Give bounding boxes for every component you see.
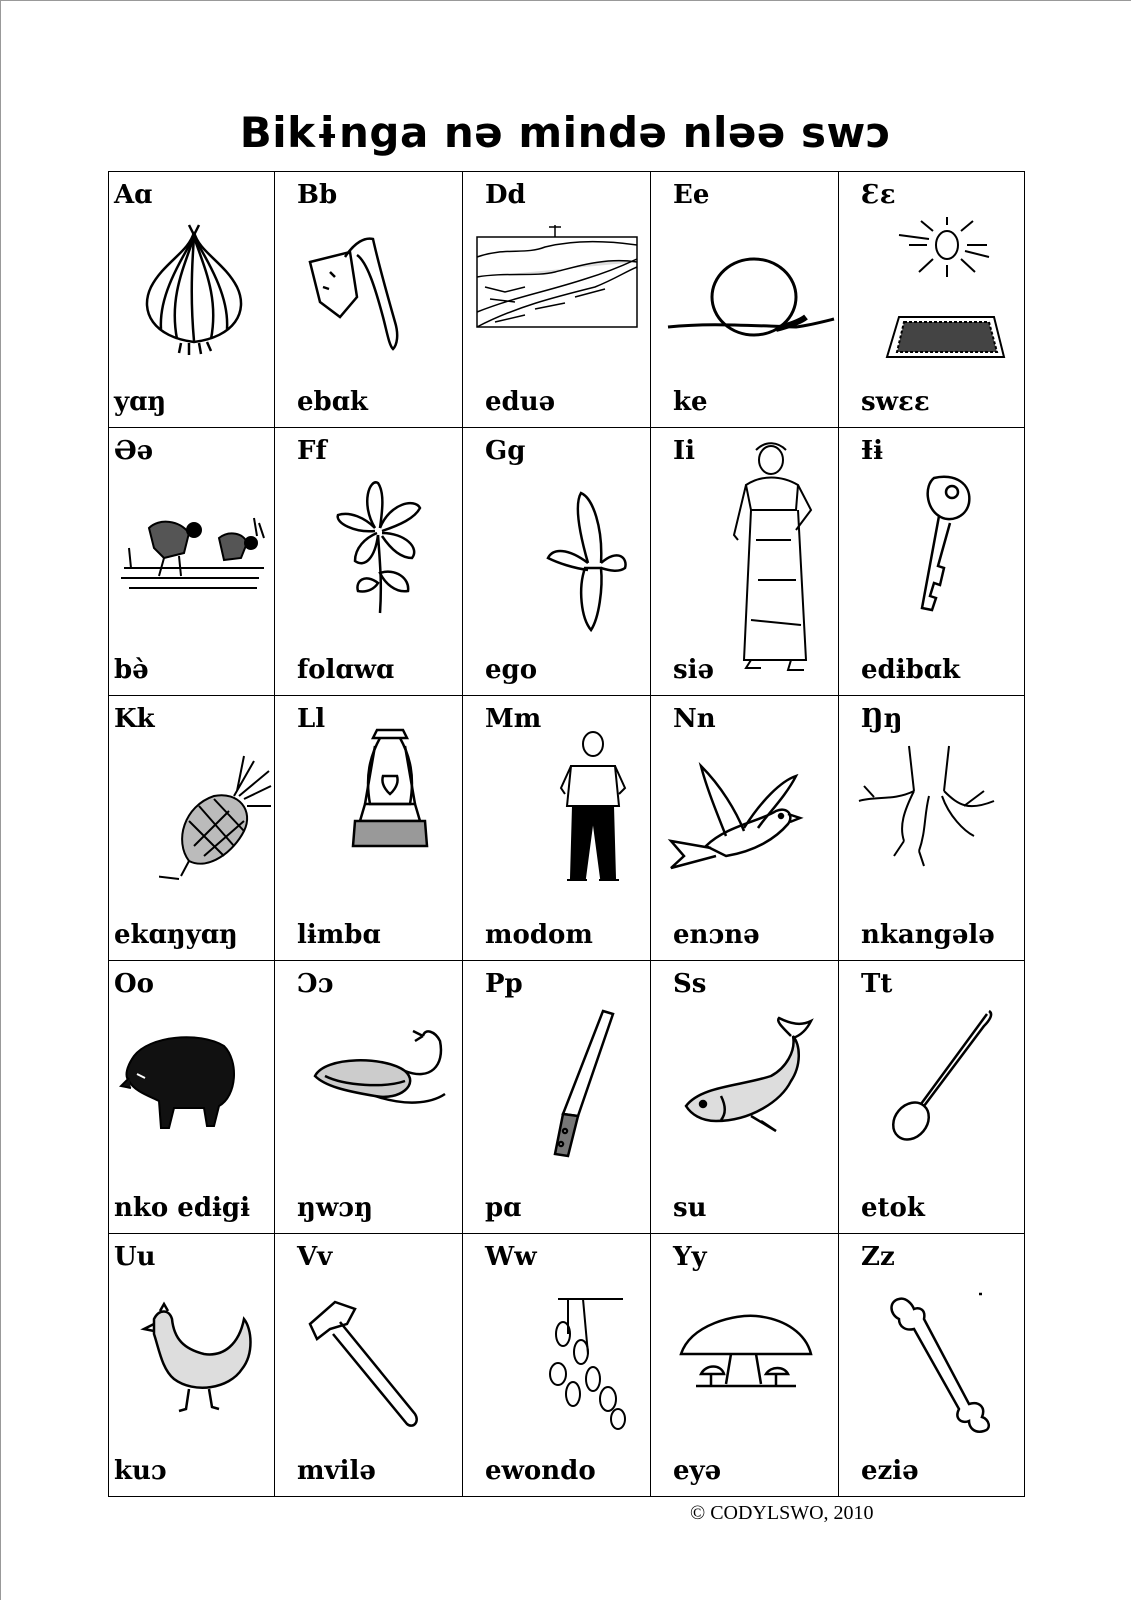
hen-icon xyxy=(134,1299,274,1449)
cell-word: swɛɛ xyxy=(861,387,930,417)
cell-word: ewondo xyxy=(485,1456,596,1486)
alphabet-cell xyxy=(463,696,651,961)
farmers-icon xyxy=(119,498,269,648)
boar-icon xyxy=(119,1016,269,1166)
alphabet-cell xyxy=(109,172,275,428)
alphabet-cell xyxy=(275,172,463,428)
alphabet-cell xyxy=(839,1234,1025,1497)
page-title: Bikɨnga nə mində nləə swɔ xyxy=(239,108,892,157)
spoon-icon xyxy=(879,1006,1009,1156)
cell-word: ego xyxy=(485,655,538,685)
alphabet-cell xyxy=(651,428,839,696)
cell-letter: Ii xyxy=(673,436,696,466)
cell-word: eduə xyxy=(485,387,556,417)
alphabet-cell xyxy=(109,1234,275,1497)
alphabet-cell xyxy=(109,696,275,961)
cell-letter: Bb xyxy=(297,180,338,210)
cell-word: eziə xyxy=(861,1456,919,1486)
cell-word: eyə xyxy=(673,1456,722,1486)
cell-letter: Nn xyxy=(673,704,716,734)
cell-letter: Ee xyxy=(673,180,710,210)
cell-letter: Ll xyxy=(297,704,326,734)
alphabet-cell xyxy=(651,696,839,961)
man-icon xyxy=(553,728,633,898)
alphabet-cell xyxy=(275,1234,463,1497)
alphabet-cell xyxy=(109,428,275,696)
machete-icon xyxy=(533,1006,633,1176)
cell-letter: Dd xyxy=(485,180,526,210)
hoe-icon xyxy=(295,217,445,367)
cell-word: ŋwɔŋ xyxy=(297,1193,374,1223)
cell-letter: Ww xyxy=(485,1242,537,1272)
pineapple-icon xyxy=(159,751,274,901)
alphabet-cell xyxy=(463,961,651,1234)
mushroom-icon xyxy=(676,1304,826,1454)
banana-icon xyxy=(533,488,643,638)
alphabet-cell xyxy=(651,172,839,428)
cell-letter: Kk xyxy=(114,704,155,734)
cell-word: lɨmbɑ xyxy=(297,920,381,950)
cell-letter: Ss xyxy=(673,969,707,999)
onion-icon xyxy=(119,217,269,367)
cell-letter: Gg xyxy=(485,436,526,466)
hammer-icon xyxy=(305,1294,435,1444)
cell-letter: Pp xyxy=(485,969,523,999)
key-icon xyxy=(894,468,994,618)
copyright-note: © CODYLSWO, 2010 xyxy=(690,1502,874,1524)
alphabet-cell xyxy=(651,1234,839,1497)
cell-letter: Mm xyxy=(485,704,542,734)
snake-icon xyxy=(305,1026,460,1176)
woman-icon xyxy=(716,440,831,680)
alphabet-cell xyxy=(275,961,463,1234)
cell-letter: Aɑ xyxy=(114,180,153,210)
cell-letter: Vv xyxy=(297,1242,333,1272)
fish-icon xyxy=(681,1016,831,1166)
river-icon xyxy=(475,217,640,367)
cell-word: nkangələ xyxy=(861,920,995,950)
cell-word: bə̀ xyxy=(114,655,149,685)
cell-letter: Ŋŋ xyxy=(861,704,903,734)
egg-icon xyxy=(666,217,836,367)
alphabet-cell xyxy=(109,961,275,1234)
cell-word: siə xyxy=(673,655,715,685)
alphabet-cell xyxy=(463,428,651,696)
alphabet-cell xyxy=(839,428,1025,696)
alphabet-cell xyxy=(651,961,839,1234)
cell-word: etok xyxy=(861,1193,925,1223)
cell-word: ekɑŋyɑŋ xyxy=(114,920,238,950)
cell-letter: Uu xyxy=(114,1242,156,1272)
cell-word: pɑ xyxy=(485,1193,522,1223)
cell-word: enɔnə xyxy=(673,920,760,950)
alphabet-cell xyxy=(839,172,1025,428)
alphabet-cell xyxy=(839,696,1025,961)
cell-word: folɑwɑ xyxy=(297,655,395,685)
alphabet-cell xyxy=(463,172,651,428)
bone-icon xyxy=(884,1289,1004,1439)
alphabet-cell xyxy=(275,696,463,961)
cell-word: ke xyxy=(673,387,708,417)
peanuts-icon xyxy=(543,1294,643,1444)
cell-word: modom xyxy=(485,920,593,950)
cell-word: mvilə xyxy=(297,1456,376,1486)
cell-letter: Ff xyxy=(297,436,327,466)
roots-icon xyxy=(854,741,1004,891)
cell-word: kuɔ xyxy=(114,1456,167,1486)
alphabet-grid xyxy=(108,171,1025,1497)
flower-icon xyxy=(320,473,463,623)
sun-drying-icon xyxy=(859,217,1009,367)
cell-word: nko edɨgɨ xyxy=(114,1193,250,1223)
alphabet-cell xyxy=(839,961,1025,1234)
bird-icon xyxy=(666,756,806,906)
cell-letter: Əə xyxy=(114,436,154,466)
cell-word: su xyxy=(673,1193,707,1223)
cell-word: yɑŋ xyxy=(114,387,167,417)
alphabet-cell xyxy=(275,428,463,696)
cell-letter: Zz xyxy=(861,1242,895,1272)
cell-word: ebɑk xyxy=(297,387,368,417)
cell-letter: Ɛɛ xyxy=(861,180,896,210)
cell-word: edɨbɑk xyxy=(861,655,960,685)
cell-letter: Yy xyxy=(673,1242,707,1272)
cell-letter: Ɨɨ xyxy=(861,436,884,466)
cell-letter: Ɔɔ xyxy=(297,969,334,999)
cell-letter: Oo xyxy=(114,969,154,999)
alphabet-cell xyxy=(463,1234,651,1497)
lantern-icon xyxy=(335,726,445,876)
cell-letter: Tt xyxy=(861,969,893,999)
